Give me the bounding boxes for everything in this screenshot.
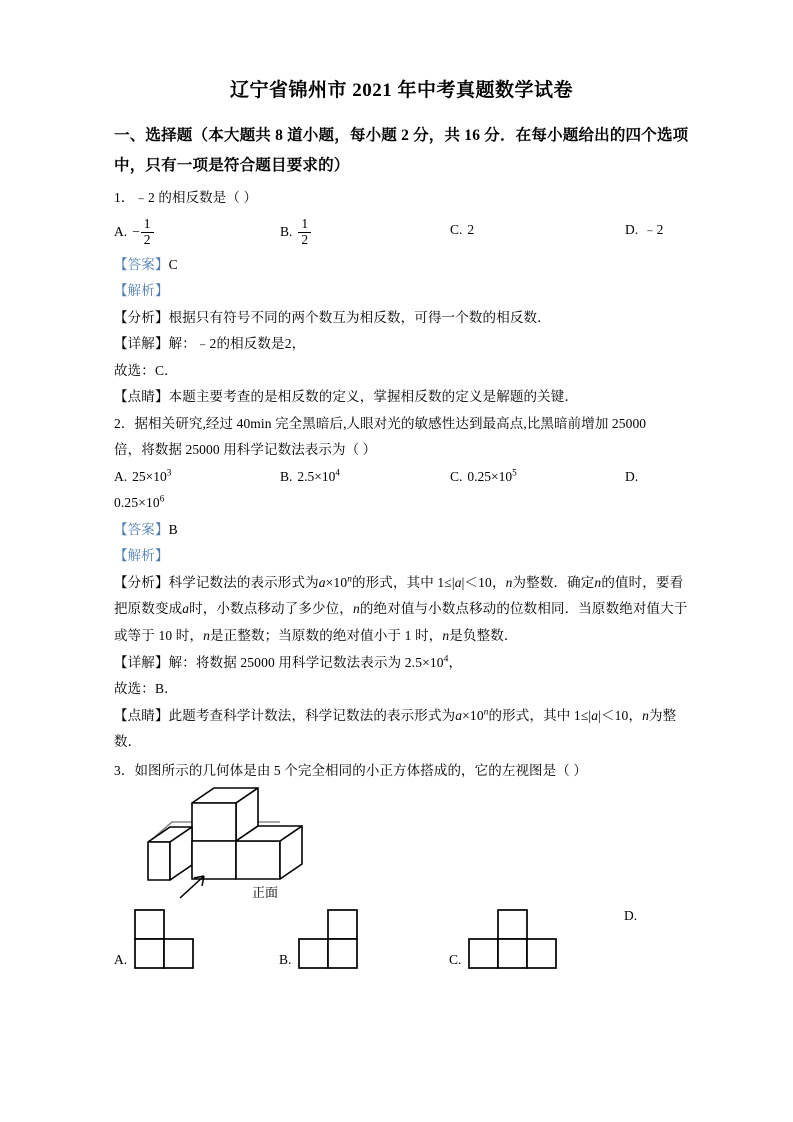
q1-option-c[interactable] <box>450 217 625 243</box>
q2-detail-prefix: 解：将数据 25000 用科学记数法表示为 2.5×10 <box>168 654 444 670</box>
fraction <box>141 217 154 247</box>
q1-option-b[interactable] <box>280 217 450 247</box>
q1-highlight-text: 本题主要考查的是相反数的定义，掌握相反数的定义是解题的关键． <box>168 389 579 405</box>
q3-option-a-label: A. <box>114 952 128 968</box>
q2-option-c-exponent: 5 <box>512 467 517 478</box>
math-var-n: n <box>352 601 360 617</box>
q1-conclusion: 故选：C． <box>114 362 178 378</box>
q1-option-b-value <box>297 217 312 247</box>
q1-option-d-value: ﹣2 <box>643 222 664 238</box>
q2-analysis-p8: 的绝对值与小数点移动的位数相同．当原数绝对值大于或等于 10 时， <box>114 601 688 643</box>
math-var-a: a <box>591 707 599 723</box>
q2-detail-suffix: ， <box>448 654 463 670</box>
q2-analysis-p2: ×10 <box>325 574 348 590</box>
fraction-numerator: 1 <box>301 216 309 232</box>
q3-option-b-label: B. <box>279 952 292 968</box>
math-var-n: n <box>594 574 602 590</box>
q1-answer-line <box>114 252 689 279</box>
q3-option-c-shape <box>467 908 567 970</box>
q2-analysis-p4: |＜10， <box>461 574 506 590</box>
q2-option-b[interactable] <box>280 464 450 490</box>
q2-analysis-header: 【解析】 <box>114 548 169 564</box>
q3-option-c[interactable] <box>449 908 624 970</box>
highlight-label: 【点睛】 <box>114 389 169 405</box>
figure-front-label: 正面 <box>252 885 279 901</box>
q1-option-a-label: A. <box>114 224 128 240</box>
math-var-n: n <box>505 574 513 590</box>
q2-analysis-p5: 为整数．确定 <box>512 574 595 590</box>
fraction-denominator: 2 <box>141 232 154 248</box>
q3-option-a[interactable] <box>114 908 279 970</box>
q2-answer-line <box>114 517 689 544</box>
q1-analysis-text: 根据只有符号不同的两个数互为相反数，可得一个数的相反数． <box>168 309 551 325</box>
math-var-a: a <box>455 707 463 723</box>
q2-analysis-p1: 科学记数法的表示形式为 <box>168 574 319 590</box>
q2-option-c-mantissa: 0.25×10 <box>467 468 513 484</box>
q2-analysis-p7: 时，小数点移动了多少位， <box>189 601 353 617</box>
fraction-numerator: 1 <box>143 216 151 232</box>
question-2-options <box>114 464 689 490</box>
question-1-stem: 1．﹣2 的相反数是（ ） <box>114 190 258 206</box>
q2-option-a-label: A. <box>114 468 128 484</box>
q2-option-b-label: B. <box>280 468 293 484</box>
q1-option-d[interactable] <box>625 217 663 243</box>
analysis-label: 【分析】 <box>114 309 169 325</box>
q1-option-c-label: C. <box>450 222 463 238</box>
q2-option-d[interactable] <box>625 464 643 490</box>
q2-detail-line <box>114 650 689 677</box>
q2-analysis-p9: 是正整数；当原数的绝对值小于 1 时， <box>210 627 443 643</box>
q3-option-d-label: D. <box>624 908 638 924</box>
detail-label: 【详解】 <box>114 654 169 670</box>
math-var-n: n <box>642 707 650 723</box>
q2-highlight-p4: |＜10， <box>598 707 643 723</box>
q2-highlight-p3: 的形式，其中 1≤| <box>488 707 592 723</box>
q1-option-a-value <box>132 217 154 247</box>
q2-option-a-value <box>132 464 171 490</box>
math-var-n: n <box>483 706 489 717</box>
q2-option-d-mantissa: 0.25×10 <box>114 495 160 510</box>
q2-option-c-label: C. <box>450 468 463 484</box>
q2-option-b-value <box>297 464 340 490</box>
detail-label: 【详解】 <box>114 336 169 352</box>
math-var-n: n <box>347 573 352 584</box>
math-var-a: a <box>182 601 190 617</box>
question-3-options <box>114 908 689 970</box>
q1-detail-line <box>114 331 689 358</box>
q1-analysis-header: 【解析】 <box>114 283 169 299</box>
q1-option-b-label: B. <box>280 224 293 240</box>
q3-option-d[interactable] <box>624 908 643 926</box>
q2-highlight-p2: ×10 <box>462 707 484 723</box>
q2-option-a-mantissa: 25×10 <box>132 468 167 484</box>
q2-option-d-label: D. <box>625 468 639 484</box>
fraction-denominator: 2 <box>298 232 311 248</box>
q2-option-a[interactable] <box>114 464 280 490</box>
q2-option-b-mantissa: 2.5×10 <box>297 468 336 484</box>
question-3-figure <box>114 786 689 904</box>
question-3-stem: 3．如图所示的几何体是由 5 个完全相同的小正方体搭成的，它的左视图是（ ） <box>114 762 587 778</box>
q1-option-d-label: D. <box>625 222 639 238</box>
q2-option-c-value <box>467 464 516 490</box>
q3-option-c-label: C. <box>449 952 462 968</box>
q1-answer-value: C <box>168 256 178 272</box>
q1-option-c-value: 2 <box>467 222 475 238</box>
q2-highlight-line <box>114 703 689 756</box>
q2-analysis-p10: 是负整数． <box>449 627 518 643</box>
question-1-options <box>114 217 689 247</box>
q2-highlight-p5: 为整数． <box>114 707 677 750</box>
highlight-label: 【点睛】 <box>114 707 169 723</box>
question-2-stem-line1: 2．据相关研究,经过 40min 完全黑暗后,人眼对光的敏感性达到最高点,比黑暗前增加 25000 <box>114 416 647 432</box>
q2-analysis-p3: 的形式，其中 1≤| <box>352 574 455 590</box>
cube-stack-diagram <box>132 786 342 904</box>
q2-highlight-p1: 此题考查科学计数法，科学记数法的表示形式为 <box>168 707 456 723</box>
math-var-n: n <box>203 627 211 643</box>
q2-detail-exponent: 4 <box>443 653 449 664</box>
answer-label: 【答案】 <box>114 521 169 537</box>
q2-option-a-exponent: 3 <box>166 467 172 478</box>
q2-answer-value: B <box>168 521 178 537</box>
q3-option-b-shape <box>297 908 377 970</box>
q2-option-b-exponent: 4 <box>335 467 340 478</box>
math-var-a: a <box>454 574 462 590</box>
q2-analysis-p6: 的值时，要看把原数变成 <box>114 574 684 617</box>
fraction <box>298 217 311 247</box>
q2-conclusion: 故选：B． <box>114 681 178 697</box>
q2-option-c[interactable] <box>450 464 625 490</box>
math-var-n: n <box>442 627 450 643</box>
q2-option-d-wrapped-value[interactable] <box>114 490 689 517</box>
q2-analysis-line <box>114 570 689 650</box>
q1-highlight-line <box>114 384 689 411</box>
q2-option-d-exponent: 6 <box>159 493 165 504</box>
q1-analysis-line <box>114 305 689 332</box>
analysis-label: 【分析】 <box>114 574 169 590</box>
q3-option-b[interactable] <box>279 908 449 970</box>
q1-option-a-sign: − <box>132 224 140 240</box>
q3-option-a-shape <box>133 908 213 970</box>
page-title: 辽宁省锦州市 2021 年中考真题数学试卷 <box>229 80 573 101</box>
question-2-stem-line2: 倍，将数据 25000 用科学记数法表示为（ ） <box>114 442 377 458</box>
math-var-a: a <box>318 574 326 590</box>
answer-label: 【答案】 <box>114 256 169 272</box>
section-heading: 一、选择题（本大题共 8 道小题，每小题 2 分，共 16 分．在每小题给出的四个选项中，只有一项是符合题目要求的） <box>114 126 689 174</box>
q1-option-a[interactable] <box>114 217 280 247</box>
q1-detail-text: 解：﹣2的相反数是2， <box>168 336 306 352</box>
